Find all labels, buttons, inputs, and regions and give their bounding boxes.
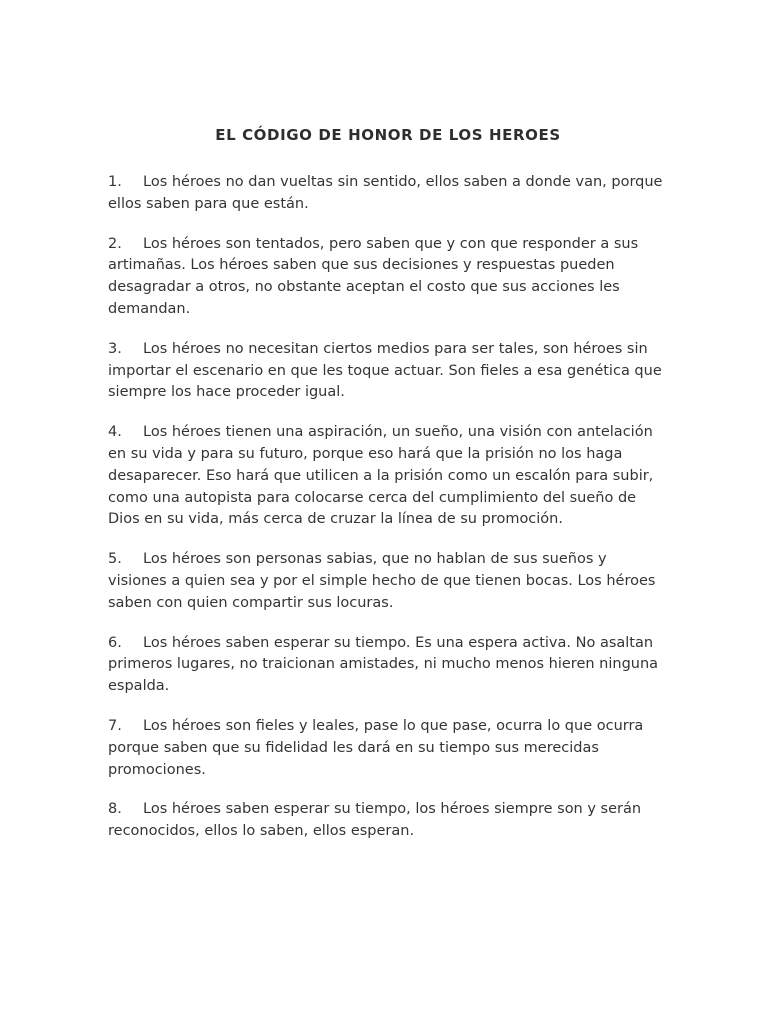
item-number: 5. <box>108 551 122 568</box>
item-number: 3. <box>108 340 122 357</box>
item-text: Los héroes no necesitan ciertos medios para ser tales, son héroes sin importar el escenario en que les toque actuar. Son fieles a esa genética que siempre los hace proceder igual. <box>108 340 662 401</box>
item-number: 8. <box>108 801 122 818</box>
item-text: Los héroes no dan vueltas sin sentido, ellos saben a donde van, porque ellos saben para que están. <box>108 174 663 212</box>
list-item <box>108 234 668 321</box>
item-number: 1. <box>108 174 122 190</box>
item-text: Los héroes son personas sabias, que no hablan de sus sueños y visiones a quien sea y por el simple hecho de que tienen bocas. Los héroes saben con quien compartir sus locuras. <box>108 551 656 611</box>
list-item <box>108 633 668 698</box>
list-item <box>108 172 668 216</box>
document-page <box>108 126 668 861</box>
list-item <box>108 339 668 404</box>
item-number: 4. <box>108 424 122 441</box>
item-text: Los héroes tienen una aspiración, un sueño, una visión con antelación en su vida y para su futuro, porque eso hará que la prisión no los haga desaparecer. Eso hará que utilicen a la prisión como un escalón para subir, como una autopista para colocarse cerca del cumplimiento del sueño de Dios en su vida, más cerca de cruzar la línea de su promoción. <box>108 424 654 528</box>
list-item <box>108 549 668 614</box>
item-number: 7. <box>108 717 122 734</box>
item-text: Los héroes son tentados, pero saben que y con que responder a sus artimañas. Los héroes saben que sus decisiones y respuestas pueden desagradar a otros, no obstante aceptan el costo que sus acciones les demandan. <box>108 235 639 317</box>
list-item <box>108 422 668 531</box>
item-text: Los héroes saben esperar su tiempo. Es una espera activa. No asaltan primeros lugares, no traicionan amistades, ni mucho menos hieren ninguna espalda. <box>108 634 659 695</box>
page-title: EL CÓDIGO DE HONOR DE LOS HEROES <box>215 126 561 144</box>
item-number: 6. <box>108 634 122 651</box>
list-item <box>108 799 668 843</box>
list-item <box>108 716 668 781</box>
item-text: Los héroes son fieles y leales, pase lo que pase, ocurra lo que ocurra porque saben que su fidelidad les dará en su tiempo sus merecidas promociones. <box>108 717 644 778</box>
item-number: 2. <box>108 235 122 252</box>
item-text: Los héroes saben esperar su tiempo, los héroes siempre son y serán reconocidos, ellos lo saben, ellos esperan. <box>108 801 642 840</box>
